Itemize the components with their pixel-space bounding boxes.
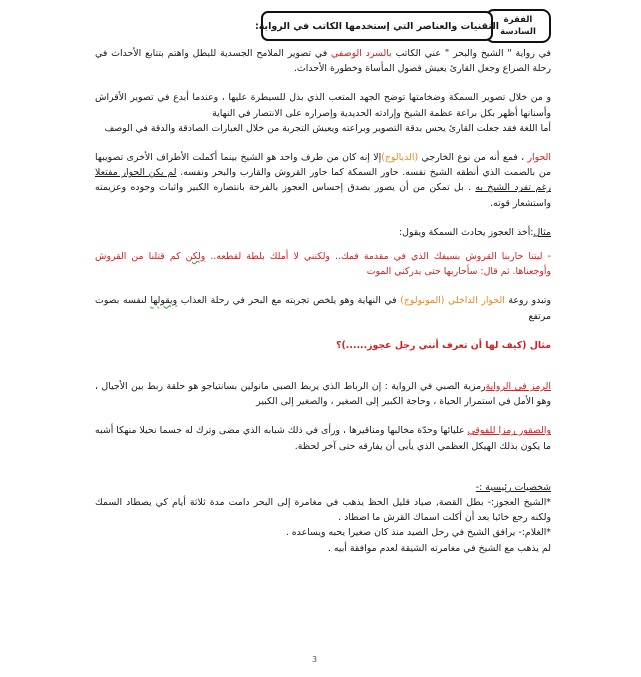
section-label-line1: الفقرة	[503, 15, 533, 25]
spellcheck-word: ويقولها	[150, 295, 178, 307]
text-run: ، فمع أنه من نوع الخارجي	[418, 152, 528, 164]
highlight-falcons: والصقور رمزا للفوقي	[467, 425, 551, 437]
paragraph-symbolism	[95, 379, 551, 409]
quote-old-man	[95, 249, 551, 279]
example-text: :أخذ العجوز يحادث السمكة ويقول:	[399, 226, 534, 238]
text-run: عليائها وحدّة مخالبها ومناقيرها ، ورأى في ذلك شبابه الذي مضى وترك له جسما نحيلا منهكا أشبه ما يكون بذلك الهيكل العظمي الذي يأبى أن يفارقه حتى آخر لحظة.	[95, 425, 551, 452]
paragraph-language: أما اللغة فقد جعلت القارئ يحس بدقة التصوير وبراعته ويعيش التجربة من خلال العبارات الصادقة والدقة في الوصف	[104, 122, 551, 134]
section-label-line2: السادسة	[500, 27, 536, 37]
paragraph-falcons	[95, 423, 551, 453]
characters-heading: شخصيات رئيسية :-	[475, 481, 551, 493]
character-boy-note: لم يذهب مع الشيخ في مغامرته الشيقة لعدم موافقة أبيه .	[327, 542, 551, 554]
character-old-man: *الشيخ العجوز:- بطل القصة, صياد قليل الحظ يذهب في مغامرة إلى البحر دامت مدة ثلاثة أيام كي يصطاد السمك ولكنه رجع خائبا بعد أن أكلت اسماك القرش ما اصطاد .	[95, 497, 551, 524]
paragraph-fish-description: و من خلال تصوير السمكة وضخامتها توضح الجهد المتعب الذي بذل للسيطرة عليها ، وعندما أبدع في تصوير الأقراش وأسنانها أظهر بكل براعة عظمة الشيخ وإرادته الحديدية وإصراره على الانتصار في النهاية	[95, 92, 551, 119]
text-run: في تصوير الملامح الجسدية للبطل واهتم بتتابع الأحداث في رحلة الصراع وجعل القارئ يعيش فصول المأساة وخطورة الأحداث.	[95, 48, 551, 75]
text-run: كم قتلنا من القروش وأوجعناها. ثم قال: سأحاربها حتى يدركني الموت	[95, 251, 551, 278]
text-run: لنفسه بصوت مرتفع	[95, 295, 551, 322]
text-run: رمزية الصبي في الرواية : إن الرباط الذي يربط الصبي مانولين بسانتياجو هو حلقة ربط بين الأجيال ، وهو الأمل في استمرار الحياة ، وحاجة الكبير إلى الصغير ، والصغير إلى الكبير	[95, 381, 551, 408]
highlight-dialogue-term: (الديالوج)	[381, 152, 419, 164]
section-title: التقنيات والعناصر التي إستخدمها الكاتب في الرواية:	[254, 20, 500, 32]
character-boy: *الغلام:- يرافق الشيخ في رحل الصيد منذ كان صغيرا يحبه ويساعده .	[285, 527, 551, 539]
paragraph-dialogue	[95, 150, 551, 211]
example-monologue: مثال (كيف لها أن تعرف أنني رجل عجوز......)؟	[336, 339, 551, 351]
highlight-descriptive-narration: بالسرد الوصفي	[331, 48, 392, 59]
section-title-box	[254, 11, 500, 41]
underlined-phrase: لم يكن الحوار مفتعلا رغم تفرد الشيخ به	[95, 167, 551, 194]
text-run: في رواية " الشيخ والبحر " عني الكاتب	[391, 48, 551, 59]
document-body	[95, 46, 551, 556]
text-run: في النهاية وهو يلخص تجربته مع البحر في رحلة العذاب	[177, 295, 401, 307]
page-number: 3	[312, 655, 318, 664]
example-label: مثال	[533, 226, 551, 238]
highlight-dialogue: الحوار	[527, 152, 551, 164]
text-run: وتبدو روعة	[504, 295, 551, 307]
spellcheck-word: ولكن	[185, 251, 206, 263]
text-run: إلا إنه كان من طرف واحد هو الشيخ بينما أكملت الأطراف الأخرى تصويبها من بالصمت الذي أنطقه الشيخ نفسه. حاور السمكة كما حاور القروش والقارب والبحر ونفسه.	[95, 152, 551, 179]
paragraph-narration	[95, 46, 551, 76]
example-intro	[95, 225, 551, 240]
highlight-symbolism: الرمز في الرواية	[485, 381, 551, 393]
text-run: - ليتنا حاربنا القروش بسيفك الذي في مقدمة فمك.. ولكنني لا أملك بلطة لقطعه..	[205, 251, 551, 263]
text-run: . بل تمكن من أن يصور بصدق إحساس العجوز بالفرحة بانتصاره الكبير واثبات وجوده وعزيمته واستشعار قوته.	[95, 182, 551, 209]
highlight-monologue: الحوار الداخلي (المونولوج)	[400, 295, 505, 307]
paragraph-monologue	[95, 293, 551, 323]
